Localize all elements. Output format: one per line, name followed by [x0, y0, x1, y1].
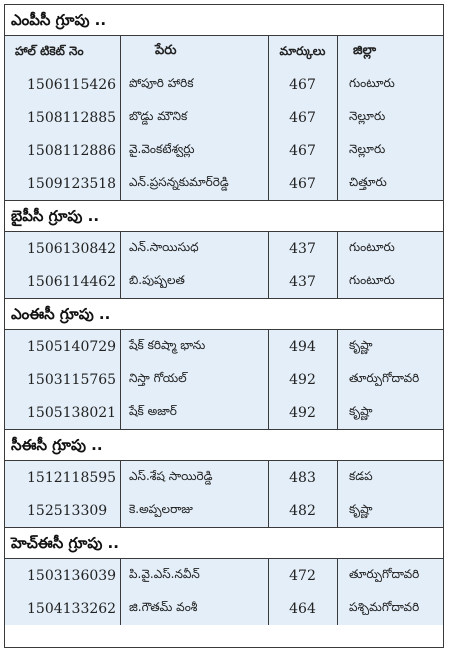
hall-ticket-cell: 1509123518	[27, 175, 117, 192]
district-cell: చిత్తూరు	[349, 175, 387, 189]
table-row	[5, 265, 443, 298]
name-cell: నిస్తా గోయల్	[129, 371, 187, 385]
column-divider	[337, 330, 338, 429]
name-cell: బి.పుష్పలత	[129, 273, 185, 287]
name-cell: ఎన్.ప్రసన్నకుమార్‌రెడ్డి	[129, 175, 229, 189]
column-divider	[268, 461, 269, 527]
district-cell: కృష్ణా	[349, 404, 373, 418]
column-header-name: పేరు	[155, 43, 177, 58]
group-title: ఎంఈసీ గ్రూపు ..	[5, 299, 443, 330]
district-cell: గుంటూరు	[349, 273, 395, 287]
marks-cell: 494	[289, 338, 316, 355]
column-divider	[120, 461, 121, 527]
district-cell: నెల్లూరు	[349, 109, 386, 123]
group-rows	[5, 559, 443, 625]
hall-ticket-cell: 1505138021	[27, 404, 117, 421]
table-row	[5, 494, 443, 527]
hall-ticket-cell: 1503136039	[27, 567, 117, 584]
district-cell: తూర్పుగోదావరి	[349, 371, 420, 385]
group-rows	[5, 232, 443, 299]
table-row	[5, 461, 443, 494]
marks-cell: 464	[289, 600, 316, 617]
column-divider	[120, 232, 121, 298]
column-divider	[120, 36, 121, 200]
district-cell: కడప	[349, 469, 373, 483]
table-row	[5, 167, 443, 200]
marks-cell: 492	[289, 404, 316, 421]
group-rows	[5, 330, 443, 430]
table-row	[5, 68, 443, 101]
column-divider	[268, 232, 269, 298]
marks-cell: 492	[289, 371, 316, 388]
group-rows	[5, 36, 443, 201]
district-cell: పశ్చిమగోదావరి	[349, 600, 420, 614]
table-row	[5, 592, 443, 625]
hall-ticket-cell: 1506114462	[27, 273, 117, 290]
column-divider	[268, 36, 269, 200]
results-table	[4, 4, 444, 648]
group-title: ఎంపీసీ గ్రూపు ..	[5, 5, 443, 36]
column-divider	[337, 461, 338, 527]
name-cell: కె.అప్పలరాజు	[129, 502, 193, 516]
marks-cell: 467	[289, 142, 316, 159]
name-cell: జి.గౌతమ్ వంశీ	[129, 600, 198, 614]
name-cell: బొడ్డు మౌనిక	[129, 109, 188, 123]
column-divider	[337, 36, 338, 200]
column-header-row	[5, 36, 443, 68]
hall-ticket-cell: 152513309	[27, 502, 108, 519]
name-cell: షేక్ అజార్	[129, 404, 177, 418]
hall-ticket-cell: 1506115426	[27, 76, 117, 93]
district-cell: గుంటూరు	[349, 76, 395, 90]
name-cell: షేక్ కరిష్మా భాను	[129, 338, 206, 352]
marks-cell: 467	[289, 175, 316, 192]
hall-ticket-cell: 1503115765	[27, 371, 117, 388]
table-row	[5, 232, 443, 265]
marks-cell: 467	[289, 109, 316, 126]
table-row	[5, 396, 443, 429]
name-cell: పోపూరి హారిక	[129, 76, 194, 90]
table-row	[5, 363, 443, 396]
hall-ticket-cell: 1506130842	[27, 240, 117, 257]
district-cell: తూర్పుగోదావరి	[349, 567, 420, 581]
column-divider	[268, 330, 269, 429]
table-row	[5, 559, 443, 592]
group-title: బైపీసీ గ్రూపు ..	[5, 201, 443, 232]
hall-ticket-cell: 1508112885	[27, 109, 117, 126]
marks-cell: 467	[289, 76, 316, 93]
column-divider	[120, 330, 121, 429]
hall-ticket-cell: 1512118595	[27, 469, 117, 486]
table-row	[5, 134, 443, 167]
column-divider	[268, 559, 269, 625]
marks-cell: 437	[289, 273, 316, 290]
column-divider	[337, 232, 338, 298]
district-cell: కృష్ణా	[349, 502, 373, 516]
hall-ticket-cell: 1504133262	[27, 600, 117, 617]
name-cell: పి.వై.ఎస్.నవీన్	[129, 567, 200, 581]
name-cell: వై.వెంకటేశ్వర్లు	[129, 142, 195, 156]
group-rows	[5, 461, 443, 528]
marks-cell: 482	[289, 502, 316, 519]
table-row	[5, 101, 443, 134]
column-divider	[120, 559, 121, 625]
district-cell: గుంటూరు	[349, 240, 395, 254]
marks-cell: 483	[289, 469, 316, 486]
marks-cell: 437	[289, 240, 316, 257]
column-header-district: జిల్లా	[353, 43, 377, 58]
name-cell: ఎన్.సాయిసుధ	[129, 240, 199, 254]
column-divider	[337, 559, 338, 625]
column-header-hall-ticket: హాల్ టికెట్ నెం	[15, 43, 84, 58]
hall-ticket-cell: 1508112886	[27, 142, 117, 159]
group-title: హెచ్ఈసీ గ్రూపు ..	[5, 528, 443, 559]
column-header-marks: మార్కులు	[279, 43, 326, 58]
district-cell: నెల్లూరు	[349, 142, 386, 156]
hall-ticket-cell: 1505140729	[27, 338, 117, 355]
marks-cell: 472	[289, 567, 316, 584]
table-row	[5, 330, 443, 363]
group-title: సీఈసీ గ్రూపు ..	[5, 430, 443, 461]
district-cell: కృష్ణా	[349, 338, 373, 352]
name-cell: ఎస్.శేష సాయిరెడ్డి	[129, 469, 213, 483]
